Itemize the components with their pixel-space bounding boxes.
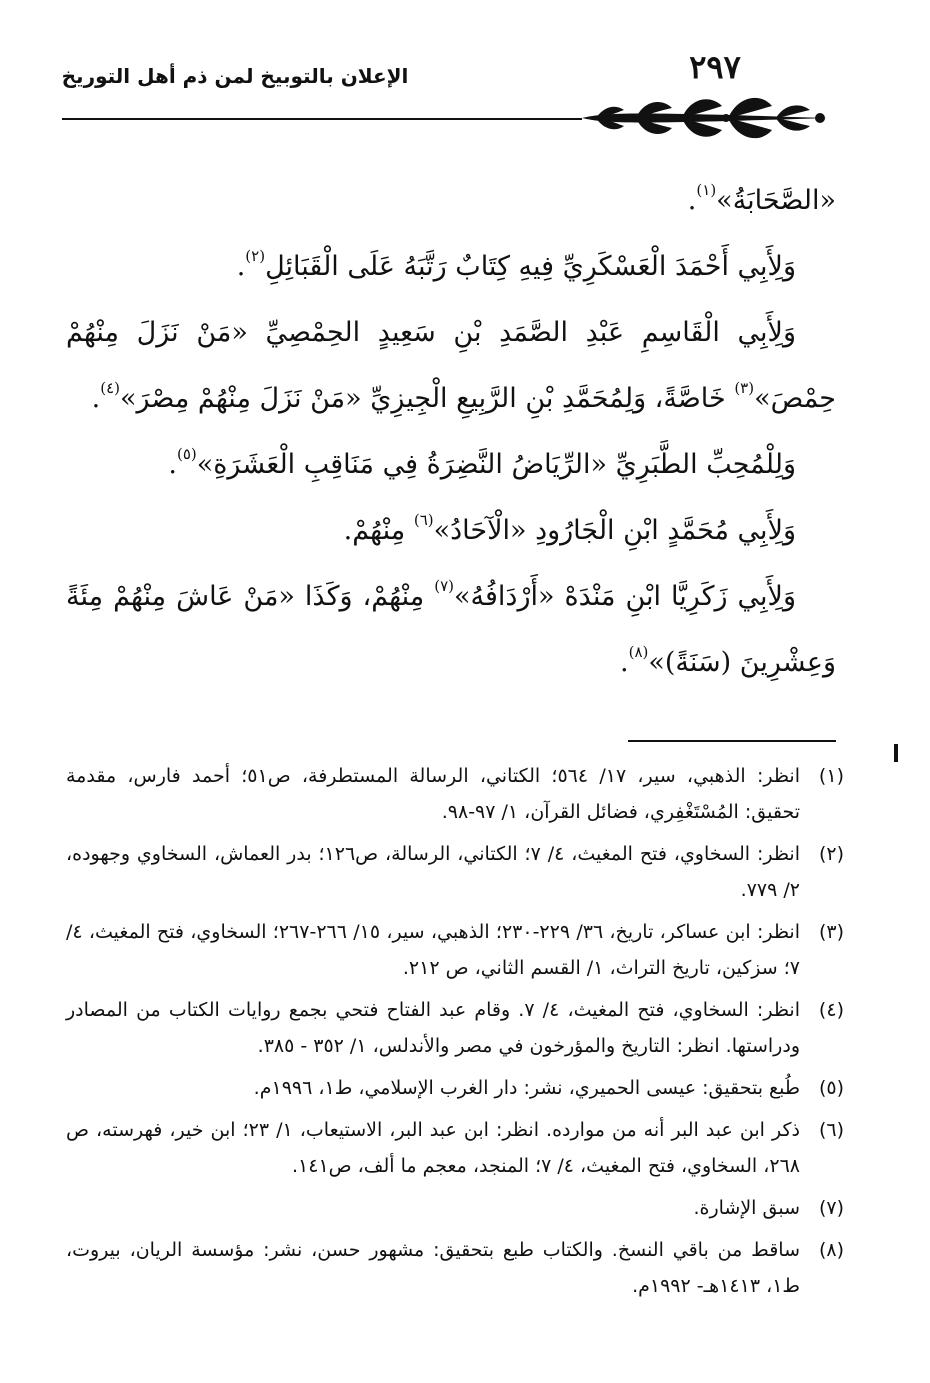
footnote-number: (٦) <box>818 1119 844 1141</box>
paragraph: وَلِأَبِي الْقَاسِمِ عَبْدِ الصَّمَدِ بْنِ سَعِيدٍ الحِمْصِيِّ «مَنْ نَزَلَ مِنْهُمْ حِمْصَ»$^{(٣)}$ خَاصَّةً، وَلِمُحَمَّدِ بْنِ الرَّبِيعِ الْجِيزِيِّ «مَنْ نَزَلَ مِنْهُمْ مِصْرَ»$^{(٤)}$. <box>66 317 836 414</box>
margin-mark <box>894 744 898 762</box>
footnote: (٤)انظر: السخاوي، فتح المغيث، ٤/ ٧. وقام عبد الفتاح فتحي بجمع روايات الكتاب من المصادر ودراستها. انظر: التاريخ والمؤرخون في مصر والأندلس، ١/ ٣٥٢ - ٣٨٥. <box>66 992 844 1064</box>
footnotes <box>66 758 844 1310</box>
footnote-separator <box>628 740 836 742</box>
footnote-number: (٧) <box>818 1197 844 1219</box>
footnote-ref: (٣) <box>734 379 755 397</box>
footnote-number: (٨) <box>818 1239 844 1261</box>
footnote: (١)انظر: الذهبي، سير، ١٧/ ٥٦٤؛ الكتاني، الرسالة المستطرفة، ص٥١؛ أحمد فارس، مقدمة تحقيق: المُسْتَغْفِري، فضائل القرآن، ١/ ٩٧-٩٨. <box>66 758 844 830</box>
paragraph: وَلِأَبِي مُحَمَّدٍ ابْنِ الْجَارُودِ «الْآحَادُ»$^{(٦)}$ مِنْهُمْ. <box>343 511 796 546</box>
footnote-ref: (١) <box>696 181 717 199</box>
footnote-number: (٥) <box>818 1077 844 1099</box>
paragraph: «الصَّحَابَةُ»$^{(١)}$. <box>687 181 836 216</box>
footnote-number: (٣) <box>818 921 844 943</box>
footnote-ref: (٥) <box>176 445 197 463</box>
footnote: (٦)ذكر ابن عبد البر أنه من موارده. انظر: ابن عبد البر، الاستيعاب، ١/ ٢٣؛ ابن خير، فهرسته، ص ٢٦٨، السخاوي، فتح المغيث، ٤/ ٧؛ المنجد، معجم ما ألف، ص١٤١. <box>66 1112 844 1184</box>
paragraph: وَلِلْمُحِبِّ الطَّبَرِيِّ «الرِّيَاضُ النَّضِرَةُ فِي مَنَاقِبِ الْعَشَرَةِ»$^{(٥)}$. <box>168 445 796 480</box>
floral-ornament-icon <box>578 88 836 144</box>
footnote: (٢)انظر: السخاوي، فتح المغيث، ٤/ ٧؛ الكتاني، الرسالة، ص١٢٦؛ بدر العماش، السخاوي وجهوده، ٢/ ٧٧٩. <box>66 836 844 908</box>
footnote-number: (٢) <box>818 843 844 865</box>
footnote: (٥)طُبع بتحقيق: عيسى الحميري، نشر: دار الغرب الإسلامي، ط١، ١٩٩٦م. <box>66 1070 844 1106</box>
footnote-ref: (٤) <box>100 379 120 397</box>
running-title: الإعلان بالتوبيخ لمن ذم أهل التوريخ <box>61 64 409 88</box>
header-rule <box>62 118 582 120</box>
footnote-ref: (٧) <box>434 577 455 595</box>
footnote: (٧)سبق الإشارة. <box>66 1190 844 1226</box>
footnote-ref: (٢) <box>245 247 266 265</box>
footnote-ref: (٦) <box>413 511 434 529</box>
footnote: (٣)انظر: ابن عساكر، تاريخ، ٣٦/ ٢٢٩-٢٣٠؛ الذهبي، سير، ١٥/ ٢٦٦-٢٦٧؛ السخاوي، فتح المغيث، ٤/ ٧؛ سزكين، تاريخ التراث، ١/ القسم الثاني، ص ٢١٢. <box>66 914 844 986</box>
footnote: (٨)ساقط من باقي النسخ. والكتاب طبع بتحقيق: مشهور حسن، نشر: مؤسسة الريان، بيروت، ط١، ١٤١٣هـ- ١٩٩٢م. <box>66 1232 844 1304</box>
page-number: ٢٩٧ <box>689 48 741 86</box>
main-text <box>66 168 836 696</box>
paragraph: وَلِأَبِي أَحْمَدَ الْعَسْكَرِيِّ فِيهِ كِتَابٌ رَتَّبَهُ عَلَى الْقَبَائِلِ$^{(٢)}$. <box>236 247 796 282</box>
footnote-number: (١) <box>818 765 844 787</box>
paragraph: وَلِأَبِي زَكَرِيَّا ابْنِ مَنْدَهْ «أَرْدَافُهُ»$^{(٧)}$ مِنْهُمْ، وَكَذَا «مَنْ عَاشَ مِنْهُمْ مِئَةً وَعِشْرِينَ (سَنَةً)»$^{(٨)}$. <box>66 577 836 678</box>
footnote-number: (٤) <box>818 999 844 1021</box>
footnote-ref: (٨) <box>628 643 649 661</box>
